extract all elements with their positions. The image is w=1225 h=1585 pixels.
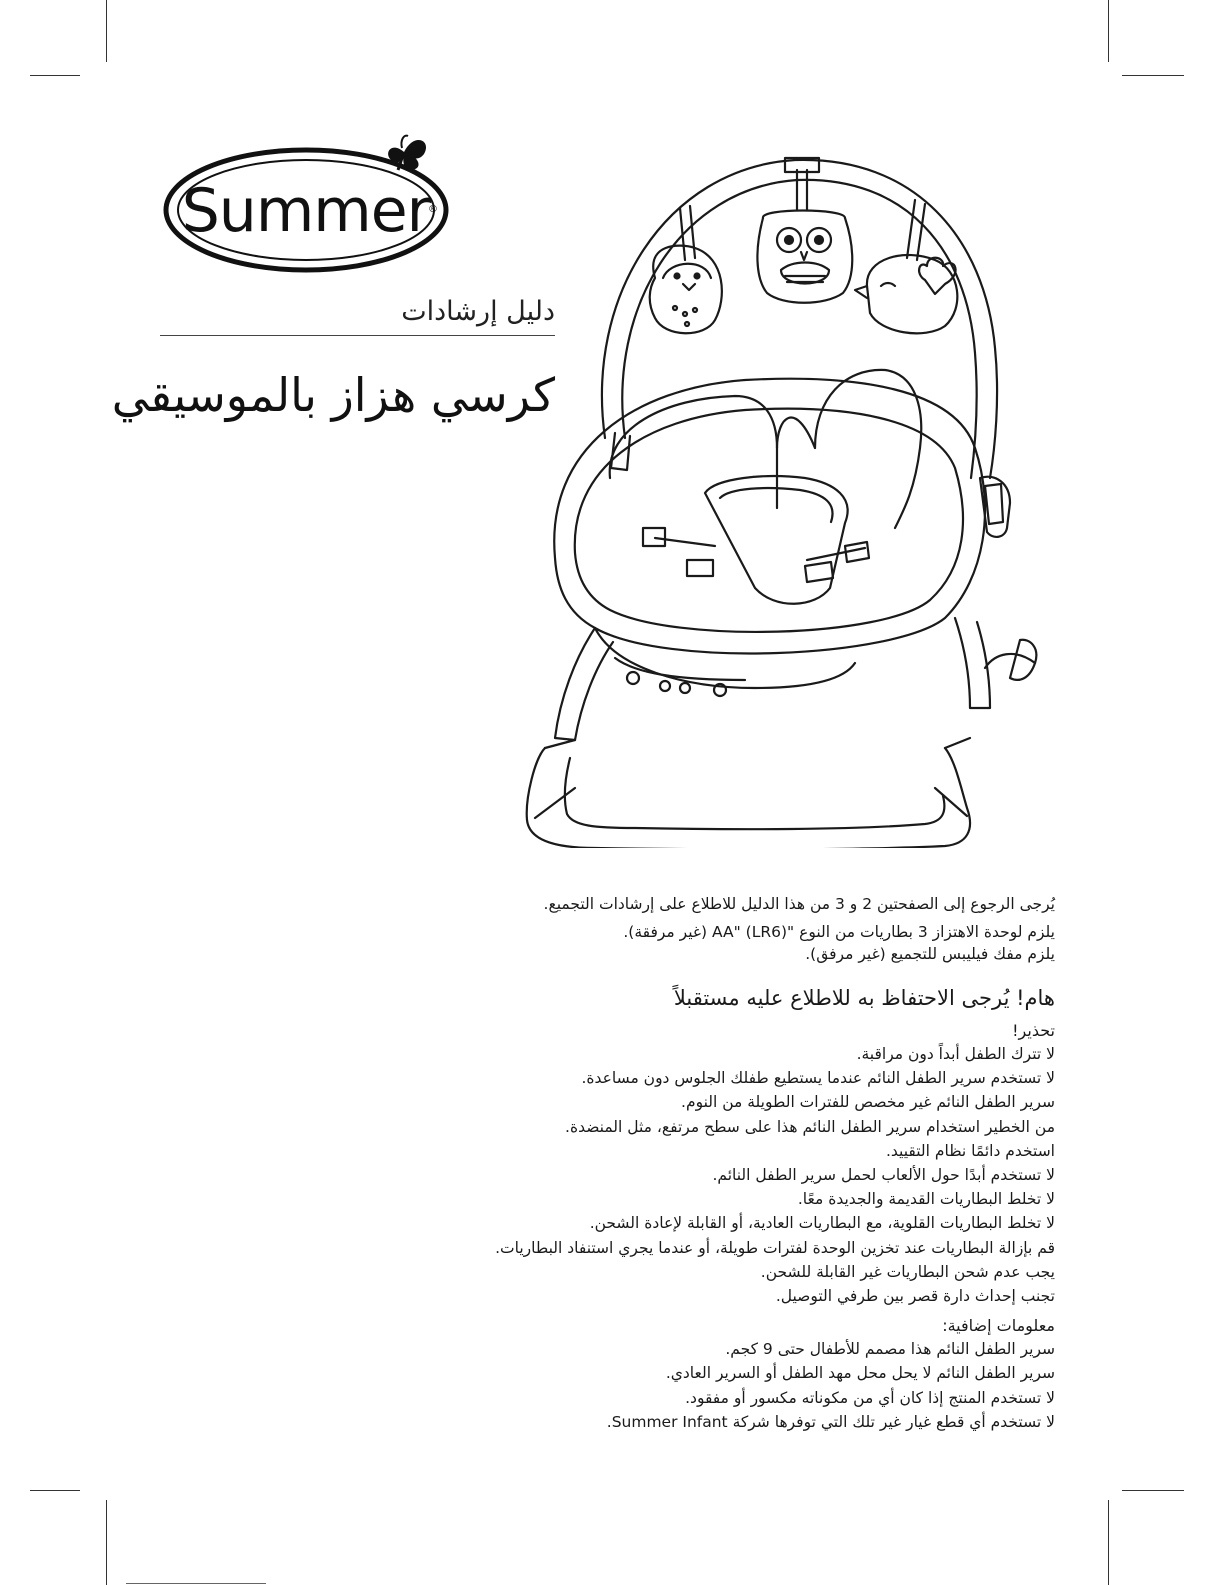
intro-line: يُرجى الرجوع إلى الصفحتين 2 و 3 من هذا الدليل للاطلاع على إرشادات التجميع.	[543, 895, 1055, 913]
footer-rule	[126, 1583, 266, 1584]
warning-item: تجنب إحداث دارة قصر بين طرفي التوصيل.	[775, 1287, 1055, 1306]
info-item: سرير الطفل النائم لا يحل محل مهد الطفل أو السرير العادي.	[665, 1364, 1055, 1383]
crop-mark-bottom-right-horizontal	[1122, 1490, 1184, 1491]
svg-text:®: ®	[428, 204, 438, 215]
warning-item: لا تخلط البطاريات القلوية، مع البطاريات العادية، أو القابلة لإعادة الشحن.	[589, 1214, 1055, 1233]
summer-logo	[158, 128, 458, 278]
info-item: سرير الطفل النائم هذا مصمم للأطفال حتى 9 كجم.	[725, 1340, 1055, 1359]
warning-item: لا تستخدم أبدًا حول الألعاب لحمل سرير الطفل النائم.	[712, 1166, 1055, 1185]
crop-mark-top-left-vertical	[106, 0, 107, 62]
crop-mark-bottom-right-vertical	[1108, 1500, 1109, 1585]
intro-line: يلزم مفك فيليبس للتجميع (غير مرفق).	[805, 945, 1055, 963]
product-title: كرسي هزاز بالموسيقي	[111, 368, 555, 422]
warning-item: يجب عدم شحن البطاريات غير القابلة للشحن.	[760, 1262, 1055, 1281]
warning-item: من الخطير استخدام سرير الطفل النائم هذا على سطح مرتفع، مثل المنضدة.	[565, 1117, 1055, 1136]
crop-mark-top-right-horizontal	[1122, 75, 1184, 76]
warning-item: لا تخلط البطاريات القديمة والجديدة معًا.	[797, 1190, 1055, 1209]
important-heading: هام! يُرجى الاحتفاظ به للاطلاع عليه مستقبلاً	[673, 986, 1055, 1010]
warning-item: لا تترك الطفل أبداً دون مراقبة.	[856, 1045, 1055, 1063]
title-divider	[160, 335, 555, 336]
warning-item: سرير الطفل النائم غير مخصص للفترات الطويلة من النوم.	[681, 1093, 1055, 1112]
crop-mark-top-right-vertical	[1108, 0, 1109, 62]
crop-mark-bottom-left-horizontal	[30, 1490, 80, 1491]
crop-mark-bottom-left-vertical	[106, 1500, 107, 1585]
info-item: لا تستخدم أي قطع غيار غير تلك التي توفرها شركة Summer Infant.	[606, 1412, 1055, 1431]
intro-line: يلزم لوحدة الاهتزاز 3 بطاريات من النوع "AA" (LR6) (غير مرفقة).	[623, 923, 1055, 941]
warning-item: قم بإزالة البطاريات عند تخزين الوحدة لفترات طويلة، أو عندما يجري استنفاد البطاريات.	[495, 1238, 1055, 1257]
info-item: لا تستخدم المنتج إذا كان أي من مكوناته مكسور أو مفقود.	[685, 1388, 1055, 1407]
additional-info-heading: معلومات إضافية:	[942, 1316, 1055, 1336]
warning-heading: تحذير!	[1012, 1021, 1055, 1040]
bouncer-illustration	[515, 148, 1055, 848]
manual-label: دليل إرشادات	[401, 296, 555, 327]
instructions-body	[415, 893, 1055, 1434]
warning-item: استخدم دائمًا نظام التقييد.	[885, 1141, 1055, 1160]
crop-mark-top-left-horizontal	[30, 75, 80, 76]
svg-text:Summer: Summer	[181, 176, 431, 246]
warning-item: لا تستخدم سرير الطفل النائم عندما يستطيع طفلك الجلوس دون مساعدة.	[581, 1069, 1055, 1088]
